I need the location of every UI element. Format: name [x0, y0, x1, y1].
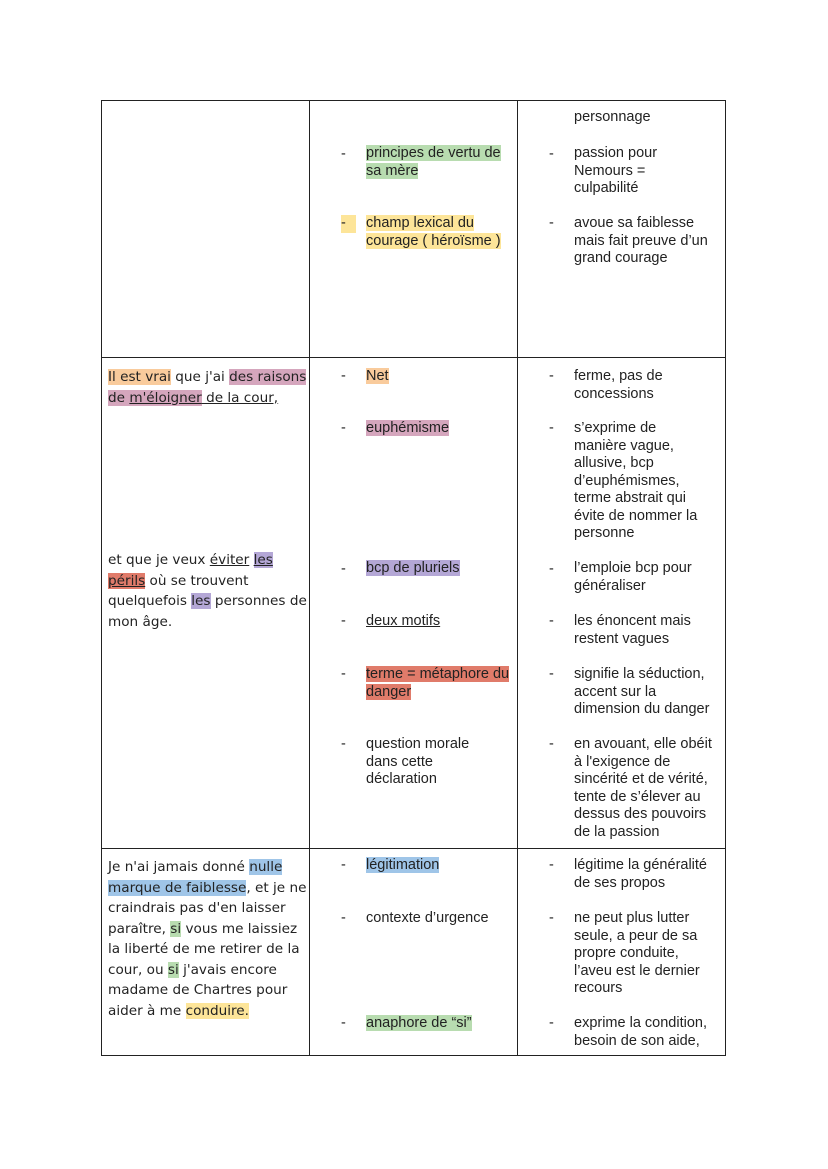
comment-text: avoue sa faiblesse mais fait preuve d’un grand courage — [574, 215, 708, 266]
term-text: deux motifs — [366, 613, 441, 629]
row-divider — [102, 357, 725, 358]
bullet-dash: - — [549, 613, 554, 629]
bullet-dash: - — [549, 420, 554, 436]
term-text: euphémisme — [366, 420, 450, 436]
term-text: terme = métaphore du danger — [366, 666, 510, 700]
term-text: bcp de pluriels — [366, 560, 460, 576]
comment-text: exprime la condition, besoin de son aide, — [574, 1015, 707, 1049]
column-divider — [517, 101, 518, 1055]
comment-text: ne peut plus lutter seule, a peur de sa propre conduite, l’aveu est le dernier recours — [574, 910, 700, 996]
bullet-dash: - — [549, 1015, 554, 1031]
row-divider — [102, 848, 725, 849]
term-text: champ lexical du courage ( héroïsme ) — [366, 215, 501, 249]
comment-text: légitime la généralité de ses propos — [574, 857, 707, 891]
term-text: contexte d’urgence — [366, 910, 489, 926]
comment-text: les énoncent mais restent vagues — [574, 613, 691, 647]
bullet-dash: - — [341, 736, 346, 752]
comment-text: l’emploie bcp pour généraliser — [574, 560, 692, 594]
bullet-dash: - — [341, 368, 346, 384]
quote-text: Il est vrai que j'ai des raisons de m'éloigner de la cour, — [108, 369, 307, 406]
term-text: principes de vertu de sa mère — [366, 145, 501, 179]
bullet-dash: - — [549, 368, 554, 384]
bullet-dash: - — [549, 736, 554, 752]
comment-text: en avouant, elle obéit à l'exigence de sincérité et de vérité, tente de s’élever au dessus des pouvoirs de la passion — [574, 736, 712, 840]
bullet-dash: - — [341, 910, 346, 926]
bullet-dash: - — [341, 613, 346, 629]
comment-text: ferme, pas de concessions — [574, 368, 663, 402]
bullet-dash: - — [549, 666, 554, 682]
term-text: légitimation — [366, 857, 440, 873]
comment-text: passion pour Nemours = culpabilité — [574, 145, 658, 196]
comment-text: s’exprime de manière vague, allusive, bcp d’euphémismes, terme abstrait qui évite de nommer la personne — [574, 420, 698, 541]
bullet-dash: - — [341, 857, 346, 873]
analysis-table — [101, 100, 726, 1056]
column-divider — [309, 101, 310, 1055]
comment-text: personnage — [574, 109, 651, 125]
bullet-dash: - — [549, 215, 554, 231]
bullet-dash: - — [341, 561, 346, 577]
bullet-dash: - — [341, 1015, 346, 1031]
bullet-dash: - — [549, 146, 554, 162]
bullet-dash: - — [549, 857, 554, 873]
quote-text: Je n'ai jamais donné nulle marque de faiblesse, et je ne craindrais pas d'en laisser paraître, si vous me laissiez la liberté de me retirer de la cour, ou si j'avais encore madame de Chartres pour aider à me conduire. — [108, 859, 307, 1019]
quote-text: et que je veux éviter les périls où se trouvent quelquefois les personnes de mon âge. — [108, 552, 307, 630]
term-text: question morale dans cette déclaration — [366, 736, 470, 787]
term-text: anaphore de “si” — [366, 1015, 472, 1031]
term-text: Net — [366, 368, 389, 384]
bullet-dash: - — [549, 910, 554, 926]
bullet-dash: - — [341, 666, 346, 682]
bullet-dash: - — [341, 215, 356, 233]
bullet-dash: - — [341, 420, 346, 436]
bullet-dash: - — [341, 146, 346, 162]
comment-text: signifie la séduction, accent sur la dimension du danger — [574, 666, 710, 717]
bullet-dash: - — [549, 561, 554, 577]
